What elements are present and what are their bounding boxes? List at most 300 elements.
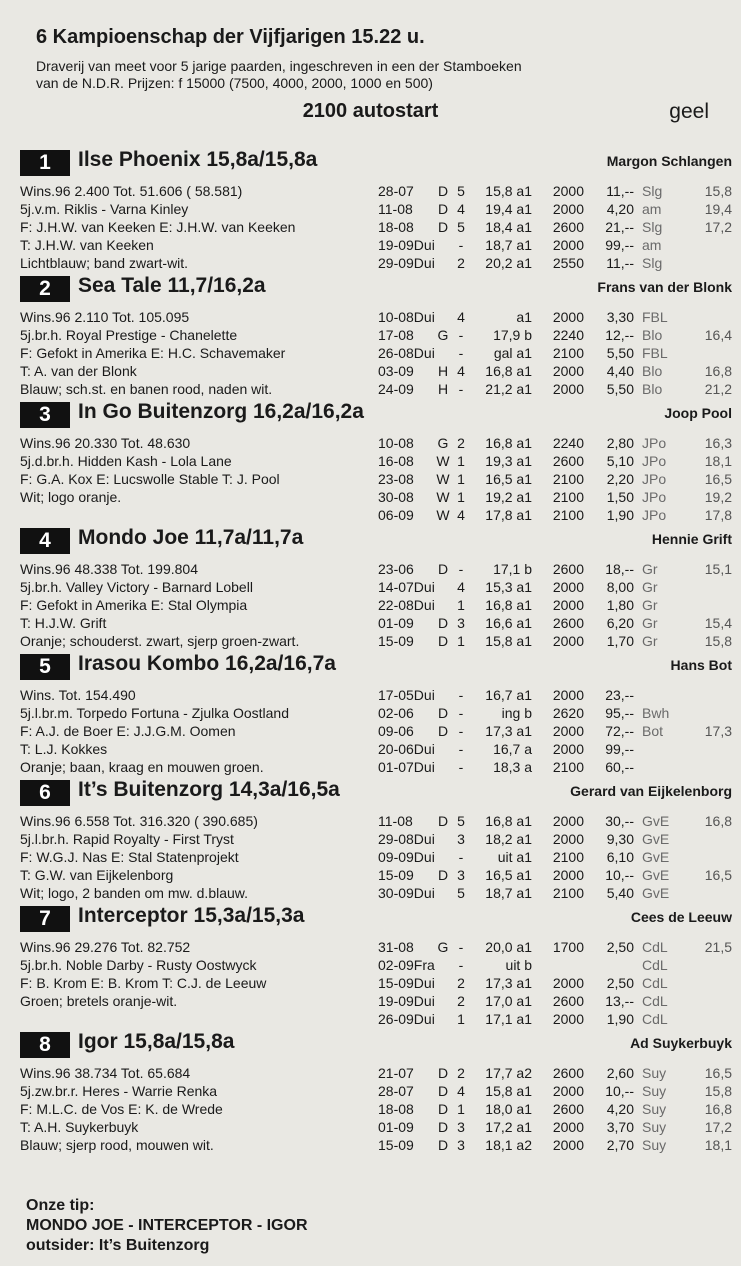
info-line: 5j.br.h. Noble Darby - Rusty Oostwyck — [20, 957, 257, 973]
result-drv: Gr — [642, 633, 658, 649]
info-line: F: J.H.W. van Keeken E: J.H.W. van Keeken — [20, 219, 296, 235]
result-time: 21,2 a1 — [485, 381, 532, 397]
result-drv: CdL — [642, 1011, 668, 1027]
result-odds: 2,50 — [606, 939, 634, 955]
result-place: 3 — [457, 615, 465, 631]
entry-8 — [20, 1032, 732, 1154]
result-drv: Slg — [642, 183, 663, 199]
horse-name: Sea Tale 11,7/16,2a — [78, 274, 266, 297]
entry-header — [20, 780, 732, 812]
result-drv: Blo — [642, 381, 663, 397]
info-line: F: A.J. de Boer E: J.J.G.M. Oomen — [20, 723, 236, 739]
result-place: 4 — [457, 309, 465, 325]
result-dist: 2600 — [552, 615, 584, 631]
result-place: 1 — [457, 597, 465, 613]
result-dist: 1700 — [552, 939, 584, 955]
result-date: 29-08Dui — [378, 831, 435, 847]
result-row — [378, 560, 732, 578]
result-rec: 16,5 — [704, 867, 732, 883]
result-track: D — [437, 561, 449, 577]
driver-name: Ad Suykerbuyk — [630, 1035, 732, 1051]
result-odds: 60,-- — [605, 759, 634, 775]
result-track: H — [437, 363, 449, 379]
result-track: W — [436, 507, 450, 523]
result-track: H — [437, 381, 449, 397]
result-track: D — [437, 1101, 449, 1117]
result-date: 01-09 — [378, 1119, 414, 1135]
result-drv: FBL — [642, 345, 668, 361]
result-time: 17,0 a1 — [485, 993, 532, 1009]
result-row — [378, 326, 732, 344]
result-dist: 2000 — [552, 741, 584, 757]
result-dist: 2620 — [552, 705, 584, 721]
info-line: T: A. van der Blonk — [20, 363, 137, 379]
result-track: G — [437, 435, 449, 451]
info-line: 5j.v.m. Riklis - Varna Kinley — [20, 201, 189, 217]
result-date: 15-09Dui — [378, 975, 435, 991]
info-line: Wins.96 2.400 Tot. 51.606 ( 58.581) — [20, 183, 243, 199]
result-place: 2 — [457, 435, 465, 451]
result-rec: 21,5 — [704, 939, 732, 955]
result-time: 16,5 a1 — [485, 471, 532, 487]
result-row — [378, 254, 732, 272]
result-odds: 2,60 — [606, 1065, 634, 1081]
info-line: 5j.zw.br.r. Heres - Warrie Renka — [20, 1083, 218, 1099]
result-track: W — [436, 489, 450, 505]
entry-number: 5 — [20, 654, 70, 680]
result-dist: 2000 — [552, 687, 584, 703]
result-place: - — [458, 849, 464, 865]
info-line: 5j.br.h. Valley Victory - Barnard Lobell — [20, 579, 253, 595]
driver-name: Cees de Leeuw — [630, 909, 732, 925]
result-track: G — [437, 327, 449, 343]
result-drv: JPo — [642, 435, 667, 451]
result-drv: Bwh — [642, 705, 670, 721]
result-odds: 4,20 — [606, 201, 634, 217]
info-line: Blauw; sjerp rood, mouwen wit. — [20, 1137, 214, 1153]
result-time: 17,1 a1 — [485, 1011, 532, 1027]
result-row — [378, 1064, 732, 1082]
info-line: Wins.96 2.110 Tot. 105.095 — [20, 309, 190, 325]
result-place: - — [458, 723, 464, 739]
result-place: 2 — [457, 975, 465, 991]
result-time: 17,2 a1 — [485, 1119, 532, 1135]
result-date: 11-08 — [378, 201, 413, 217]
horse-name: Igor 15,8a/15,8a — [78, 1030, 235, 1053]
result-dist: 2600 — [552, 453, 584, 469]
result-time: 16,5 a1 — [485, 867, 532, 883]
result-dist: 2100 — [552, 849, 584, 865]
result-rec: 16,5 — [704, 1065, 732, 1081]
entry-number: 6 — [20, 780, 70, 806]
result-date: 09-06 — [378, 723, 414, 739]
result-odds: 1,50 — [606, 489, 634, 505]
result-date: 14-07Dui — [378, 579, 435, 595]
result-row — [378, 830, 732, 848]
horse-info — [20, 560, 380, 650]
results-table — [378, 686, 732, 776]
result-rec: 17,8 — [704, 507, 732, 523]
result-time: 18,4 a1 — [485, 219, 532, 235]
result-row — [378, 380, 732, 398]
result-row — [378, 200, 732, 218]
results-table — [378, 812, 732, 902]
result-date: 23-08 — [378, 471, 414, 487]
info-line: Wins.96 48.338 Tot. 199.804 — [20, 561, 198, 577]
entry-number: 7 — [20, 906, 70, 932]
horse-info — [20, 812, 380, 902]
horse-name: Ilse Phoenix 15,8a/15,8a — [78, 148, 318, 171]
result-time: 16,7 a — [493, 741, 532, 757]
result-time: 16,7 a1 — [485, 687, 532, 703]
result-odds: 1,80 — [606, 597, 634, 613]
entry-5 — [20, 654, 732, 776]
result-row — [378, 308, 732, 326]
result-odds: 12,-- — [605, 327, 634, 343]
result-track: D — [437, 723, 449, 739]
result-track: G — [437, 939, 449, 955]
result-row — [378, 506, 732, 524]
result-dist: 2100 — [552, 489, 584, 505]
result-drv: GvE — [642, 831, 670, 847]
result-place: 2 — [457, 1065, 465, 1081]
result-dist: 2000 — [552, 309, 584, 325]
result-odds: 11,-- — [606, 255, 634, 271]
result-row — [378, 182, 732, 200]
info-line: T: A.H. Suykerbuyk — [20, 1119, 139, 1135]
result-place: 1 — [457, 471, 465, 487]
result-odds: 9,30 — [606, 831, 634, 847]
result-place: 3 — [457, 867, 465, 883]
results-table — [378, 938, 732, 1028]
results-table — [378, 1064, 732, 1154]
info-line: F: Gefokt in Amerika E: H.C. Schavemaker — [20, 345, 286, 361]
result-track: D — [437, 705, 449, 721]
race-description: Draverij van meet voor 5 jarige paarden, ingeschreven in een der Stamboeken van de N.D.R. Prijzen: f 15000 (7500, 4000, 2000, 1000 en 500) — [36, 58, 522, 91]
result-row — [378, 236, 732, 254]
result-dist: 2000 — [552, 867, 584, 883]
result-odds: 99,-- — [605, 741, 634, 757]
result-date: 29-09Dui — [378, 255, 435, 271]
result-odds: 10,-- — [605, 867, 634, 883]
result-drv: GvE — [642, 885, 670, 901]
result-place: - — [458, 381, 464, 397]
result-date: 01-07Dui — [378, 759, 435, 775]
result-odds: 3,70 — [606, 1119, 634, 1135]
driver-name: Hans Bot — [670, 657, 732, 673]
entry-6 — [20, 780, 732, 902]
result-odds: 2,70 — [606, 1137, 634, 1153]
result-date: 15-09 — [378, 1137, 414, 1153]
results-table — [378, 308, 732, 398]
result-odds: 72,-- — [605, 723, 634, 739]
horse-info — [20, 938, 380, 1028]
result-odds: 1,70 — [606, 633, 634, 649]
result-odds: 10,-- — [605, 1083, 634, 1099]
info-line: Wins.96 6.558 Tot. 316.320 ( 390.685) — [20, 813, 258, 829]
tip-box — [26, 1196, 308, 1256]
info-line: 5j.l.br.m. Torpedo Fortuna - Zjulka Oostland — [20, 705, 289, 721]
horse-info — [20, 1064, 380, 1154]
result-date: 01-09 — [378, 615, 414, 631]
result-dist: 2100 — [552, 471, 584, 487]
result-row — [378, 956, 732, 974]
result-date: 19-09Dui — [378, 237, 435, 253]
info-line — [20, 1010, 380, 1028]
driver-name: Gerard van Eijkelenborg — [570, 783, 732, 799]
result-odds: 11,-- — [606, 183, 634, 199]
race-start-type: 2100 autostart — [302, 100, 439, 122]
result-row — [378, 1100, 732, 1118]
info-line: F: B. Krom E: B. Krom T: C.J. de Leeuw — [20, 975, 267, 991]
result-row — [378, 578, 732, 596]
result-odds: 2,50 — [606, 975, 634, 991]
info-line: Wit; logo, 2 banden om mw. d.blauw. — [20, 885, 249, 901]
result-row — [378, 884, 732, 902]
entry-4 — [20, 528, 732, 650]
result-time: 18,2 a1 — [485, 831, 532, 847]
race-title: 6 Kampioenschap der Vijfjarigen 15.22 u. — [36, 26, 425, 48]
result-row — [378, 758, 732, 776]
info-line: F: M.L.C. de Vos E: K. de Wrede — [20, 1101, 223, 1117]
info-line: Wit; logo oranje. — [20, 489, 122, 505]
result-time: 19,4 a1 — [485, 201, 532, 217]
result-dist: 2240 — [552, 435, 584, 451]
result-dist: 2000 — [552, 723, 584, 739]
driver-name: Frans van der Blonk — [597, 279, 732, 295]
result-dist: 2100 — [552, 507, 584, 523]
result-row — [378, 848, 732, 866]
result-place: - — [458, 345, 464, 361]
result-drv: JPo — [642, 453, 667, 469]
result-date: 31-08 — [378, 939, 414, 955]
result-place: 4 — [457, 201, 465, 217]
result-time: 17,3 a1 — [485, 723, 532, 739]
info-line: 5j.br.h. Royal Prestige - Chanelette — [20, 327, 238, 343]
result-row — [378, 344, 732, 362]
horse-name: Irasou Kombo 16,2a/16,7a — [78, 652, 336, 675]
result-drv: Blo — [642, 327, 663, 343]
result-dist: 2000 — [552, 597, 584, 613]
result-odds: 13,-- — [605, 993, 634, 1009]
result-drv: GvE — [642, 849, 670, 865]
result-place: 5 — [457, 183, 465, 199]
result-rec: 16,8 — [704, 813, 732, 829]
result-odds: 30,-- — [605, 813, 634, 829]
result-row — [378, 434, 732, 452]
result-date: 26-08Dui — [378, 345, 435, 361]
result-rec: 21,2 — [704, 381, 732, 397]
result-place: 3 — [457, 1119, 465, 1135]
result-time: a1 — [516, 309, 532, 325]
result-row — [378, 1118, 732, 1136]
result-rec: 16,5 — [704, 471, 732, 487]
result-dist: 2000 — [552, 1119, 584, 1135]
horse-info — [20, 686, 380, 776]
result-date: 02-06 — [378, 705, 414, 721]
result-time: 15,8 a1 — [485, 183, 532, 199]
result-track: D — [437, 219, 449, 235]
result-drv: Gr — [642, 561, 658, 577]
result-row — [378, 488, 732, 506]
result-rec: 17,2 — [704, 1119, 732, 1135]
result-place: 3 — [457, 1137, 465, 1153]
result-odds: 8,00 — [606, 579, 634, 595]
horse-name: Mondo Joe 11,7a/11,7a — [78, 526, 304, 549]
result-date: 15-09 — [378, 633, 414, 649]
result-rec: 18,1 — [704, 453, 732, 469]
result-time: 18,3 a — [493, 759, 532, 775]
result-time: 18,7 a1 — [485, 237, 532, 253]
result-track: W — [436, 453, 450, 469]
result-odds: 23,-- — [605, 687, 634, 703]
info-line: Wins.96 20.330 Tot. 48.630 — [20, 435, 191, 451]
horse-name: Interceptor 15,3a/15,3a — [78, 904, 305, 927]
result-date: 06-09 — [378, 507, 414, 523]
result-dist: 2000 — [552, 1011, 584, 1027]
horse-name: In Go Buitenzorg 16,2a/16,2a — [78, 400, 364, 423]
result-time: 15,8 a1 — [485, 1083, 532, 1099]
result-drv: Suy — [642, 1083, 667, 1099]
result-place: 4 — [457, 363, 465, 379]
result-date: 28-07 — [378, 183, 414, 199]
result-time: 15,3 a1 — [485, 579, 532, 595]
info-line: Oranje; baan, kraag en mouwen groen. — [20, 759, 264, 775]
result-place: 4 — [457, 507, 465, 523]
entry-header — [20, 654, 732, 686]
result-odds: 5,40 — [606, 885, 634, 901]
result-rec: 19,4 — [704, 201, 732, 217]
result-time: 16,8 a1 — [485, 597, 532, 613]
result-odds: 18,-- — [605, 561, 634, 577]
result-dist: 2600 — [552, 561, 584, 577]
result-row — [378, 1136, 732, 1154]
result-drv: Gr — [642, 615, 658, 631]
result-place: - — [458, 687, 464, 703]
result-date: 18-08 — [378, 219, 414, 235]
result-drv: GvE — [642, 813, 670, 829]
result-date: 03-09 — [378, 363, 414, 379]
result-track: D — [437, 867, 449, 883]
result-time: gal a1 — [493, 345, 532, 361]
result-time: 17,1 b — [493, 561, 532, 577]
result-row — [378, 1082, 732, 1100]
result-time: 16,8 a1 — [485, 813, 532, 829]
result-place: 4 — [457, 579, 465, 595]
result-odds: 4,40 — [606, 363, 634, 379]
info-line: 5j.d.br.h. Hidden Kash - Lola Lane — [20, 453, 232, 469]
result-time: 18,1 a2 — [485, 1137, 532, 1153]
result-rec: 15,1 — [704, 561, 732, 577]
entry-header — [20, 1032, 732, 1064]
entry-2 — [20, 276, 732, 398]
result-date: 02-09Fra — [378, 957, 435, 973]
result-odds: 95,-- — [605, 705, 634, 721]
result-time: 20,2 a1 — [485, 255, 532, 271]
result-place: 3 — [457, 831, 465, 847]
result-row — [378, 362, 732, 380]
result-dist: 2600 — [552, 1065, 584, 1081]
result-odds: 2,20 — [606, 471, 634, 487]
result-date: 21-07 — [378, 1065, 414, 1081]
result-place: - — [458, 939, 464, 955]
horse-name: It’s Buitenzorg 14,3a/16,5a — [78, 778, 340, 801]
entry-number: 4 — [20, 528, 70, 554]
result-track: D — [437, 201, 449, 217]
result-place: 5 — [457, 813, 465, 829]
result-dist: 2100 — [552, 345, 584, 361]
result-place: - — [458, 327, 464, 343]
result-row — [378, 218, 732, 236]
result-place: - — [458, 237, 464, 253]
entry-number: 3 — [20, 402, 70, 428]
result-rec: 16,3 — [704, 435, 732, 451]
result-drv: Suy — [642, 1101, 667, 1117]
tip-title: Onze tip: — [26, 1197, 95, 1214]
result-rec: 15,8 — [704, 633, 732, 649]
result-dist: 2000 — [552, 183, 584, 199]
result-drv: am — [642, 201, 662, 217]
result-place: 1 — [457, 453, 465, 469]
result-rec: 17,3 — [704, 723, 732, 739]
result-time: uit a1 — [497, 849, 532, 865]
result-time: 16,8 a1 — [485, 363, 532, 379]
result-dist: 2000 — [552, 975, 584, 991]
result-place: - — [458, 759, 464, 775]
result-place: - — [458, 741, 464, 757]
result-dist: 2000 — [552, 831, 584, 847]
results-table — [378, 182, 732, 272]
result-time: 16,8 a1 — [485, 435, 532, 451]
result-drv: CdL — [642, 993, 668, 1009]
result-date: 23-06 — [378, 561, 414, 577]
result-time: 18,0 a1 — [485, 1101, 532, 1117]
result-odds: 1,90 — [606, 507, 634, 523]
result-dist: 2000 — [552, 1083, 584, 1099]
result-drv: Slg — [642, 255, 663, 271]
result-date: 11-08 — [378, 813, 413, 829]
result-rec: 18,1 — [704, 1137, 732, 1153]
result-time: 20,0 a1 — [485, 939, 532, 955]
entry-7 — [20, 906, 732, 1028]
result-drv: Gr — [642, 597, 658, 613]
result-drv: GvE — [642, 867, 670, 883]
info-line: Oranje; schouderst. zwart, sjerp groen-zwart. — [20, 633, 300, 649]
result-time: 17,8 a1 — [485, 507, 532, 523]
result-date: 15-09 — [378, 867, 414, 883]
info-line — [20, 506, 380, 524]
info-line: Lichtblauw; band zwart-wit. — [20, 255, 189, 271]
info-line: T: H.J.W. Grift — [20, 615, 107, 631]
info-line: T: L.J. Kokkes — [20, 741, 108, 757]
entry-1 — [20, 150, 732, 272]
result-row — [378, 632, 732, 650]
horse-info — [20, 434, 380, 524]
result-date: 30-09Dui — [378, 885, 435, 901]
result-odds: 5,50 — [606, 345, 634, 361]
result-track: D — [437, 1065, 449, 1081]
result-drv: am — [642, 237, 662, 253]
entry-3 — [20, 402, 732, 524]
info-line: Blauw; sch.st. en banen rood, naden wit. — [20, 381, 273, 397]
result-date: 24-09 — [378, 381, 414, 397]
result-drv: Suy — [642, 1065, 667, 1081]
result-place: 5 — [457, 885, 465, 901]
result-row — [378, 704, 732, 722]
entry-header — [20, 150, 732, 182]
result-odds: 3,30 — [606, 309, 634, 325]
entry-header — [20, 276, 732, 308]
